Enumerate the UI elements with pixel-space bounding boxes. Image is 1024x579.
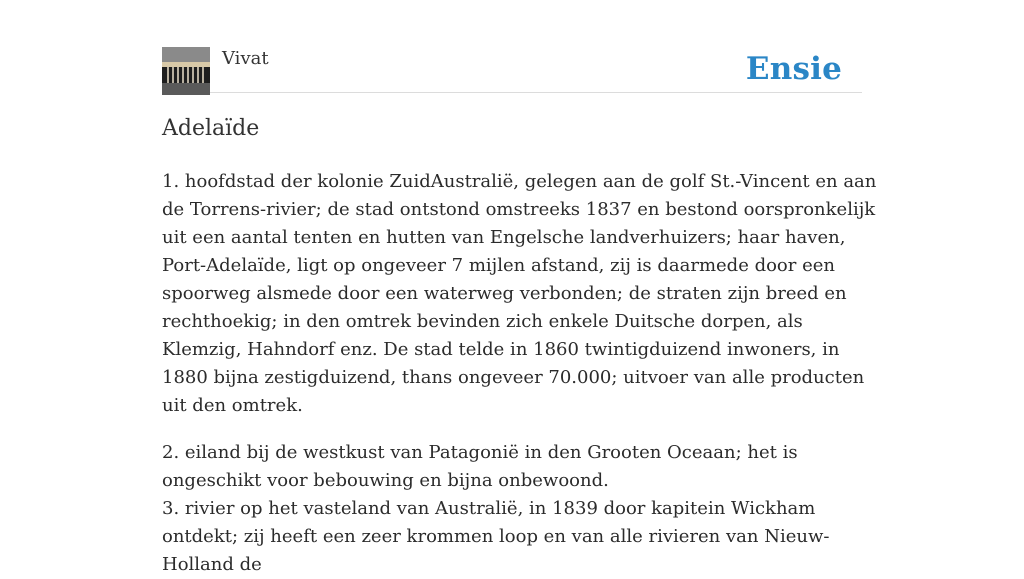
definition-paragraph-3: 3. rivier op het vasteland van Australië, in 1839 door kapitein Wickham ontdekt; zij heeft een zeer krommen loop en van alle rivieren van Nieuw-Holland de [162,498,830,575]
article-body [162,168,882,579]
article-title: Adelaïde [162,116,260,141]
author-avatar[interactable] [162,47,210,95]
avatar-image [162,47,210,95]
brand-logo[interactable]: Ensie [745,51,842,87]
definition-paragraph-2: 2. eiland bij de westkust van Patagonië in den Grooten Oceaan; het is ongeschikt voor bebouwing en bijna onbewoond. [162,442,798,491]
page-header [162,46,862,93]
author-name[interactable]: Vivat [222,48,269,69]
definition-paragraph-1: 1. hoofdstad der kolonie ZuidAustralië, gelegen aan de golf St.-Vincent en aan de Torrens-rivier; de stad ontstond omstreeks 1837 en bestond oorspronkelijk uit een aantal tenten en hutten van Engelsche landverhuizers; haar haven, Port-Adelaïde, ligt op ongeveer 7 mijlen afstand, zij is daarmede door een spoorweg alsmede door een waterweg verbonden; de straten zijn breed en rechthoekig; in den omtrek bevinden zich enkele Duitsche dorpen, als Klemzig, Hahndorf enz. De stad telde in 1860 twintigduizend inwoners, in 1880 bijna zestigduizend, thans ongeveer 70.000; uitvoer van alle producten uit den omtrek. [162,171,877,416]
